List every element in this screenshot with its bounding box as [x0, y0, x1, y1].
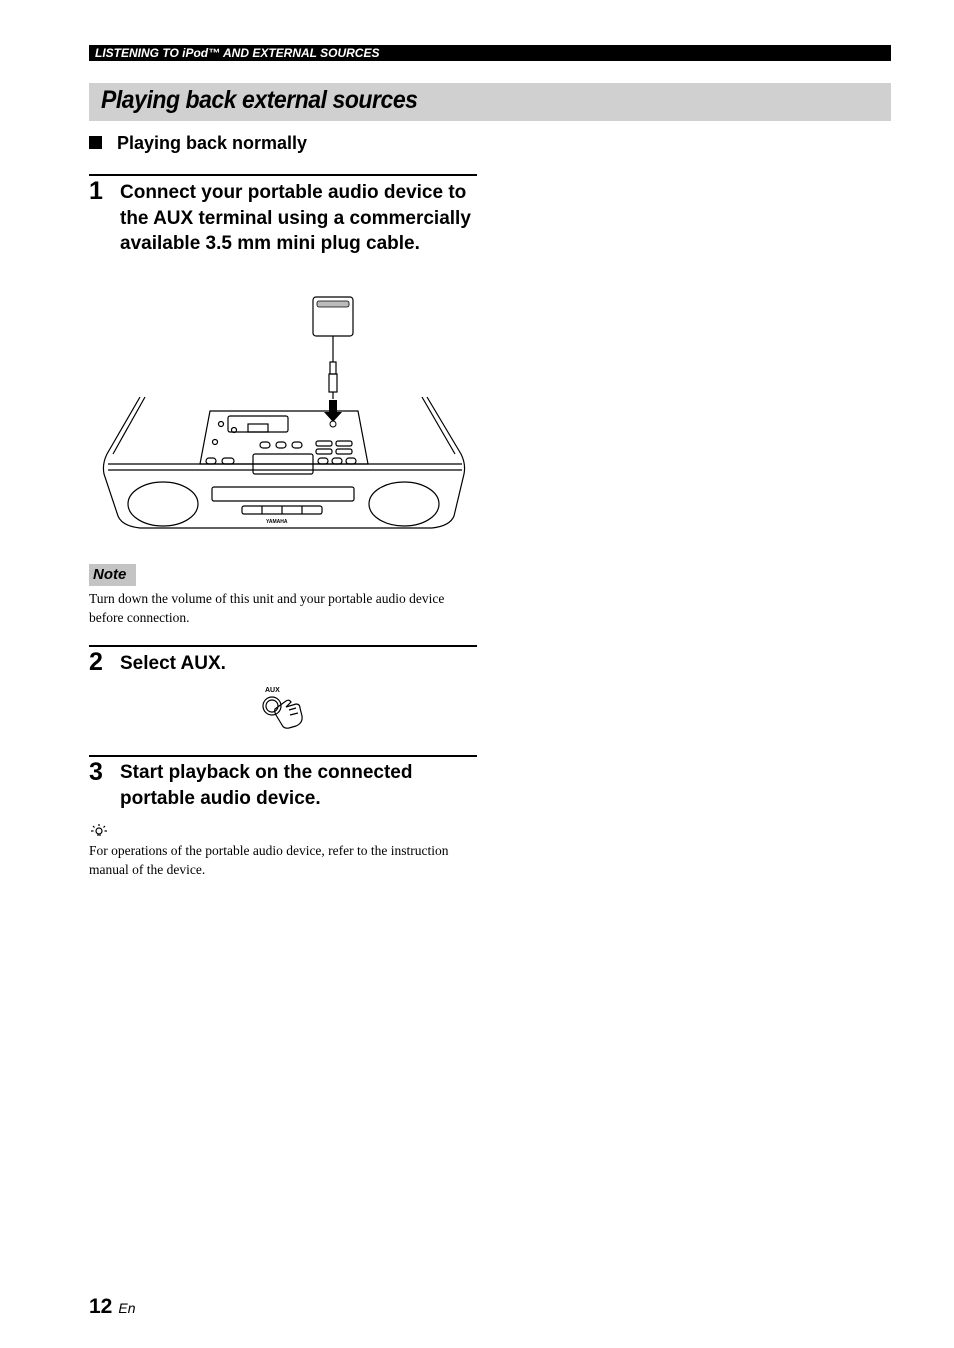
step-1-number: 1 — [89, 177, 103, 205]
step-3-divider — [89, 755, 477, 757]
square-bullet-icon — [89, 136, 102, 149]
section-header-text: LISTENING TO iPod™ AND EXTERNAL SOURCES — [95, 46, 380, 60]
step-3-number: 3 — [89, 758, 103, 786]
step-1-divider — [89, 174, 477, 176]
note-label: Note — [89, 564, 136, 586]
tip-lightbulb-icon — [90, 823, 108, 837]
page-number — [89, 1295, 135, 1319]
subheading-text: Playing back normally — [117, 133, 308, 153]
step-2-divider — [89, 645, 477, 647]
page-number-value: 12 — [89, 1295, 113, 1318]
note-text: Turn down the volume of this unit and your portable audio device before connection. — [89, 591, 445, 625]
tip-text: For operations of the portable audio device, refer to the instruction manual of the device. — [89, 843, 449, 877]
page-title: Playing back external sources — [101, 86, 418, 114]
step-1-text: Connect your portable audio device to the AUX terminal using a commercially available 3.5 mm mini plug cable. — [120, 182, 471, 254]
page-title-bar — [89, 83, 891, 121]
aux-button-press-illustration — [256, 683, 312, 733]
step-3-text: Start playback on the connected portable audio device. — [120, 762, 413, 809]
step-2-text: Select AUX. — [120, 653, 226, 674]
aux-connection-illustration — [100, 294, 470, 534]
brand-label: YAMAHA — [266, 519, 288, 525]
section-header-bar — [89, 45, 891, 61]
language-code: En — [118, 1300, 136, 1316]
subheading — [89, 133, 307, 154]
step-2-number: 2 — [89, 648, 103, 676]
aux-button-label: AUX — [265, 687, 280, 694]
